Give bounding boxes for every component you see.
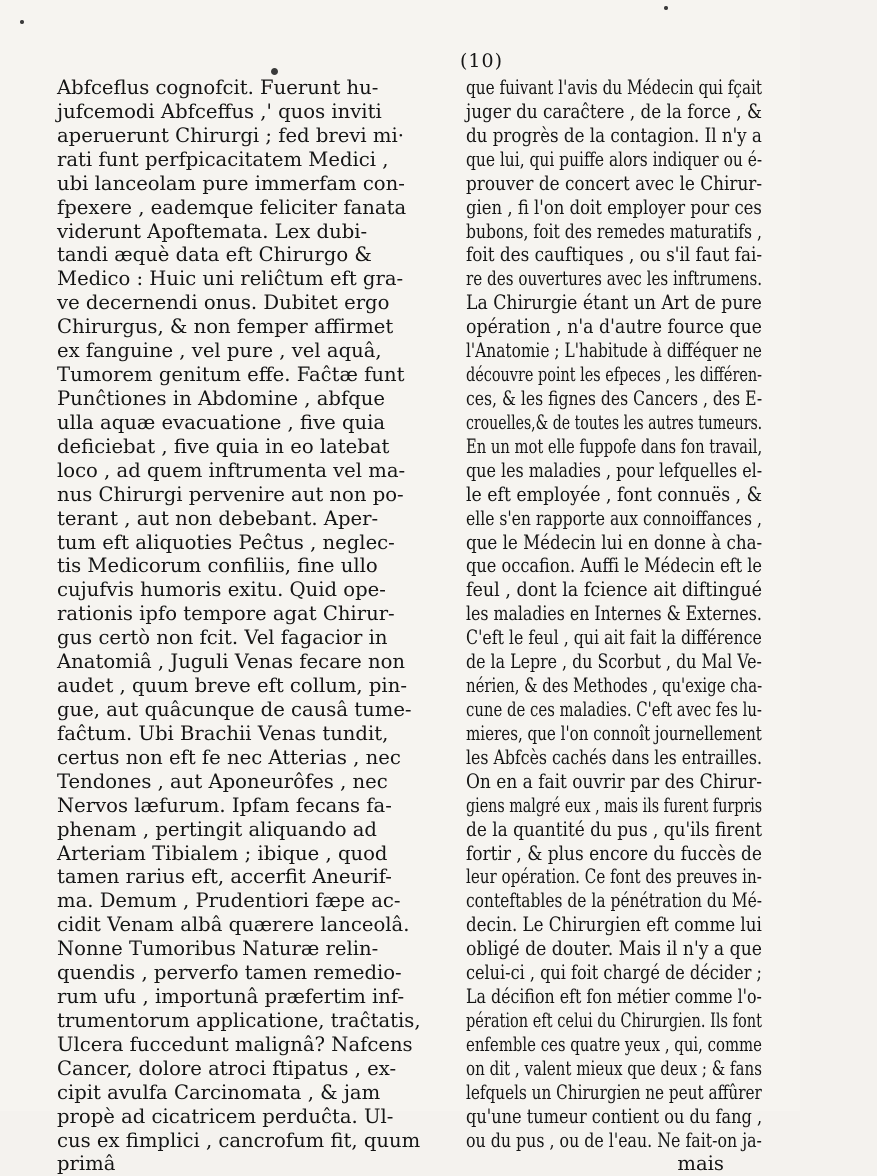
text-line: de la Lepre , du Scorbut , du Mal Ve- [466,650,762,674]
text-line: ve decernendi onus. Dubitet ergo [57,291,390,315]
text-line: les maladies en Internes & Externes. [466,602,762,626]
text-line: cune de ces maladies. C'eft avec fes lu- [466,697,762,721]
text-line: Nonne Tumoribus Naturæ relin- [57,937,379,961]
text-line: Tumorem genitum effe. Faĉtæ funt [57,363,405,387]
text-line: mieres, que l'on connoît journellement [466,721,762,745]
text-line: cujufvis humoris exitu. Quid ope- [57,578,386,602]
text-line: leur opération. Ce font des preuves in- [466,865,762,889]
text-line: Abfceflus cognofcit. Fuerunt hu- [57,76,379,99]
text-line: on dit , valent mieux que deux ; & fans [466,1056,762,1080]
text-line: fpexere , eademque feliciter fanata [57,195,407,219]
text-line: celui-ci , qui foit chargé de décider ; [466,961,762,985]
text-line: de la quantité du pus , qu'ils firent [466,817,763,841]
latin-column [57,76,455,1176]
text-line: obligé de douter. Mais il n'y a que [466,937,762,961]
text-line: C'eft le feul , qui ait fait la différence [466,626,762,650]
ink-spot-top-center [271,68,278,75]
text-line: Ulcera fuccedunt malignâ? Nafcens [57,1032,413,1056]
text-line: que lui, qui puiffe alors indiquer ou é- [466,147,763,171]
text-line: ubi lanceolam pure immerfam con- [57,171,405,195]
text-line: tamen rarius eft, accerfit Aneurif- [57,865,392,889]
text-line: cus ex fimplici , cancrofum fit, quum [57,1128,421,1152]
text-line: feul , dont la fcience ait diftingué [466,578,763,602]
text-line: giens malgré eux , mais ils furent furpris [466,793,763,817]
text-line: que le Médecin lui en donne à cha- [466,530,763,554]
text-line: deficiebat , five quia in eo latebat [57,434,390,458]
text-line: Nervos læfurum. Ipfam fecans fa- [57,793,392,817]
text-line: ou du pus , ou de l'eau. Ne fait-on ja- [466,1128,762,1152]
text-line: tum eft aliquoties Peĉtus , neglec- [57,530,395,554]
text-line: On en a fait ouvrir par des Chirur- [466,769,762,793]
text-line: du progrès de la contagion. Il n'y a [466,123,762,147]
text-line: ces, & les fignes des Cancers , des E- [466,386,763,410]
text-line: jufcemodi Abfceffus ,' quos inviti [57,99,382,123]
catchword: mais [677,1152,724,1176]
text-line: loco , ad quem inftrumenta vel ma- [57,458,406,482]
text-line: tandi æquè data eft Chirurgo & [57,243,372,267]
text-line: pération eft celui du Chirurgien. Ils font [466,1008,762,1032]
text-line: aperuerunt Chirurgi ; fed brevi mi· [57,123,404,147]
text-line: Medico : Huic uni reliĉtum eft gra- [57,267,404,291]
text-line: trumentorum applicatione, traĉtatis, [57,1008,421,1032]
text-line: propè ad cicatricem perduĉta. Ul- [57,1104,394,1128]
text-line: rati funt perfpicacitatem Medici , [57,147,389,171]
text-line: rum ufu , importunâ præfertim inf- [57,985,405,1009]
text-line: que les maladies , pour lefquelles el- [466,458,763,482]
text-line: La Chirurgie étant un Art de pure [466,291,762,315]
text-line: fortir , & plus encore du fuccès de [466,841,762,865]
catchword: primâ [57,1152,116,1176]
text-line: le eft employée , font connuës , & [466,482,763,506]
text-line: l'Anatomie ; L'habitude à difféquer ne [466,339,762,363]
text-line: phenam , pertingit aliquando ad [57,817,377,841]
text-line: faĉtum. Ubi Brachii Venas tundit, [57,721,389,745]
french-column [466,76,762,1176]
ink-spot-right-margin [664,6,668,10]
text-line: Anatomiâ , Juguli Venas fecare non [57,650,405,674]
text-line: decin. Le Chirurgien eft comme lui [466,913,762,937]
text-line: tis Medicorum confiliis, fine ullo [57,554,378,578]
text-line: Arteriam Tibialem ; ibique , quod [57,841,388,865]
text-line: ex fanguine , vel pure , vel aquâ, [57,339,382,363]
text-line: conteftables de la pénétration du Mé- [466,889,762,913]
text-line: gus certò non fcit. Vel fagacior in [57,626,388,650]
text-line: foit des cauftiques , ou s'il faut fai- [466,243,763,267]
text-line: re des ouvertures avec les inftrumens. [466,267,763,291]
ink-spot-top-left [20,20,24,24]
text-line: gien , fi l'on doit employer pour ces [466,195,762,219]
text-line: viderunt Apoftemata. Lex dubi- [57,219,368,243]
text-line: que fuivant l'avis du Médecin qui fçait [466,76,763,99]
text-line: rationis ipfo tempore agat Chirur- [57,602,395,626]
text-line: lefquels un Chirurgien ne peut affûrer [466,1080,762,1104]
text-line: ulla aquæ evacuatione , five quia [57,410,386,434]
text-line: Chirurgus, & non femper affirmet [57,315,394,339]
text-line: cipit avulfa Carcinomata , & jam [57,1080,381,1104]
text-line: nérien, & des Methodes , qu'exige cha- [466,674,763,698]
text-line: terant , aut non debebant. Aper- [57,506,379,530]
text-line: La décifion eft fon métier comme l'o- [466,985,762,1009]
text-line: elle s'en rapporte aux connoiffances , [466,506,762,530]
text-line: quendis , perverfo tamen remedio- [57,961,402,985]
text-line: Punĉtiones in Abdomine , abfque [57,386,385,410]
text-line: gue, aut quâcunque de causâ tume- [57,697,412,721]
page-number: (10) [460,50,504,72]
text-line: qu'une tumeur contient ou du fang , [466,1104,763,1128]
text-line: que occafion. Auffi le Médecin eft le [466,554,762,578]
text-line: opération , n'a d'autre fource que [466,315,762,339]
text-line: Cancer, dolore atroci ftipatus , ex- [57,1056,397,1080]
text-line: nus Chirurgi pervenire aut non po- [57,482,404,506]
text-line: Tendones , aut Aponeurôfes , nec [57,769,388,793]
text-line: enfemble ces quatre yeux , qui, comme [466,1032,762,1056]
text-line: les Abfcès cachés dans les entrailles. [466,745,763,769]
text-line: bubons, foit des remedes maturatifs , [466,219,762,243]
text-line: crouelles,& de toutes les autres tumeurs. [466,410,763,434]
text-line: ma. Demum , Prudentiori fæpe ac- [57,889,401,913]
text-line: En un mot elle fuppofe dans fon travail, [466,434,763,458]
text-line: certus non eft fe nec Atterias , nec [57,745,401,769]
text-line: prouver de concert avec le Chirur- [466,171,763,195]
text-line: audet , quum breve eft collum, pin- [57,674,407,698]
text-line: cidit Venam albâ quærere lanceolâ. [57,913,410,937]
text-line: découvre point les efpeces , les différen- [466,363,763,387]
text-line: juger du caraĉtere , de la force , & [466,99,762,123]
